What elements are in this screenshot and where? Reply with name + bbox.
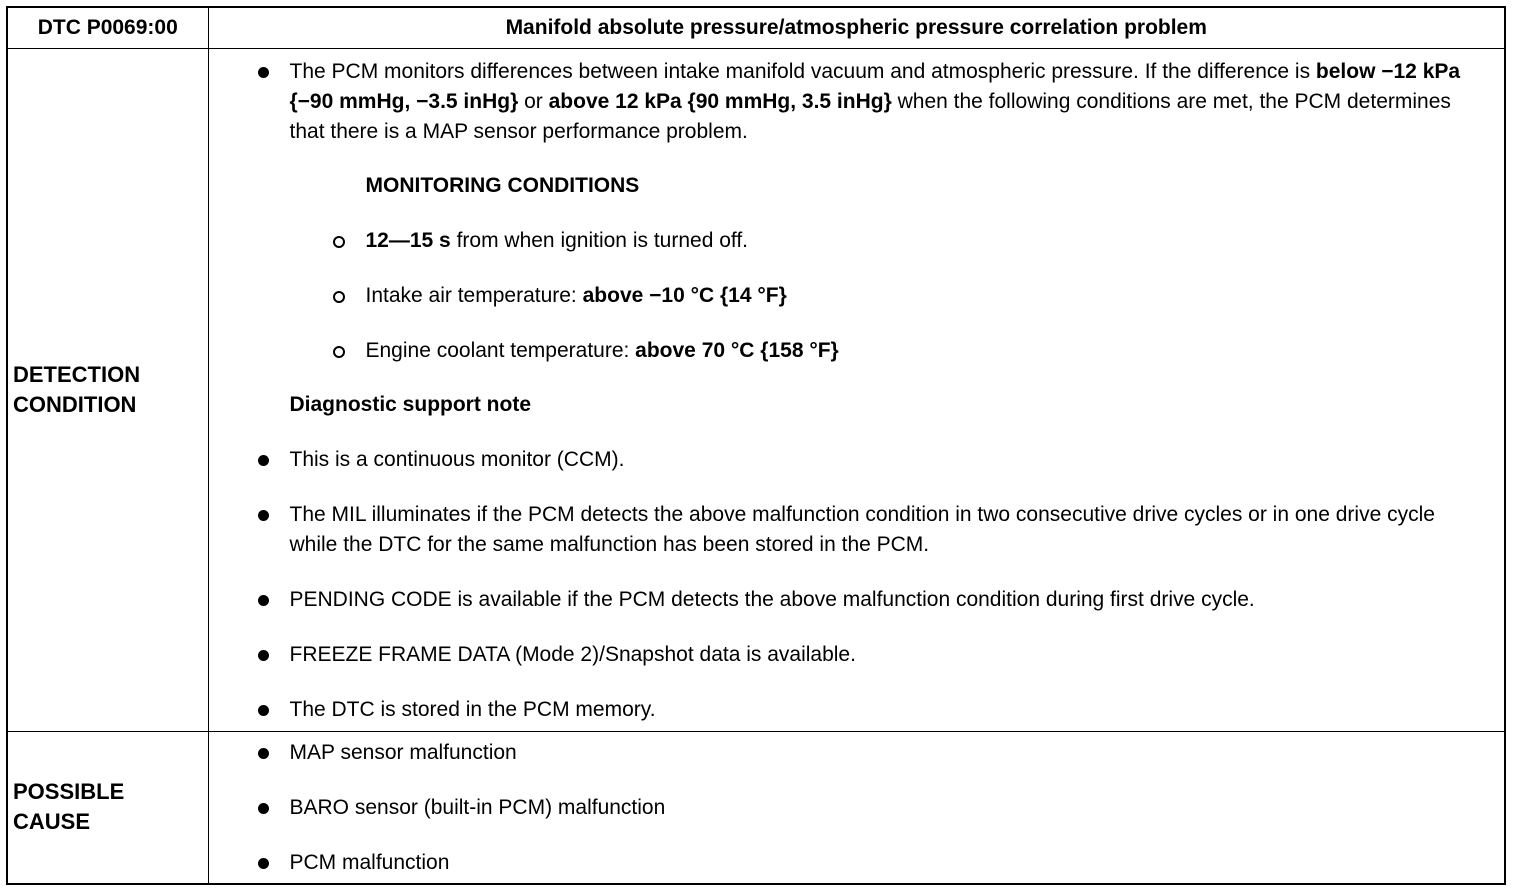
cause-item: MAP sensor malfunction bbox=[209, 738, 1505, 768]
detection-label-line2: CONDITION bbox=[13, 392, 137, 417]
condition-item bbox=[209, 336, 1505, 366]
condition-1-text: from when ignition is turned off. bbox=[450, 229, 749, 252]
intro-text-1: The PCM monitors differences between intake manifold vacuum and atmospheric pressure. If the difference is bbox=[289, 60, 1316, 83]
intro-text-2: or bbox=[518, 90, 549, 113]
condition-3-bold: above 70 °C {158 °F} bbox=[635, 339, 839, 362]
dtc-title: Manifold absolute pressure/atmospheric pressure correlation problem bbox=[208, 7, 1505, 49]
detection-label-line1: DETECTION bbox=[13, 362, 141, 387]
condition-3-text: Engine coolant temperature: bbox=[365, 339, 636, 362]
condition-1-bold: 12—15 s bbox=[365, 229, 451, 252]
cause-label-line2: CAUSE bbox=[13, 809, 91, 835]
intro-bullet bbox=[209, 57, 1505, 147]
detection-label bbox=[7, 49, 208, 732]
cause-item: PCM malfunction bbox=[209, 848, 1505, 878]
detection-row bbox=[7, 49, 1505, 732]
header-row bbox=[7, 7, 1505, 49]
detection-content bbox=[208, 49, 1505, 732]
cause-row bbox=[7, 732, 1505, 884]
diagnostic-note-title: Diagnostic support note bbox=[289, 393, 531, 416]
condition-2-text: Intake air temperature: bbox=[365, 284, 583, 307]
intro-bold-2: above 12 kPa {90 mmHg, 3.5 inHg} bbox=[548, 90, 892, 113]
monitoring-conditions-title: MONITORING CONDITIONS bbox=[365, 174, 640, 197]
note-item: This is a continuous monitor (CCM). bbox=[209, 445, 1505, 475]
condition-item bbox=[209, 281, 1505, 311]
intro-text-3: when the following conditions are met, the PCM determines that there is a MAP sensor performance problem. bbox=[289, 90, 1451, 143]
condition-item bbox=[209, 226, 1505, 256]
note-item: The DTC is stored in the PCM memory. bbox=[209, 695, 1505, 725]
cause-label-line1: POSSIBLE bbox=[13, 779, 125, 805]
dtc-code: DTC P0069:00 bbox=[7, 7, 208, 49]
intro-bold-1: below −12 kPa {−90 mmHg, −3.5 inHg} bbox=[289, 60, 1461, 113]
condition-2-bold: above −10 °C {14 °F} bbox=[582, 284, 787, 307]
dtc-table bbox=[6, 6, 1506, 885]
cause-item: BARO sensor (built-in PCM) malfunction bbox=[209, 793, 1505, 823]
note-item: FREEZE FRAME DATA (Mode 2)/Snapshot data is available. bbox=[209, 640, 1505, 670]
cause-label bbox=[7, 732, 208, 884]
note-item: The MIL illuminates if the PCM detects the above malfunction condition in two consecutive drive cycles or in one drive cycle while the DTC for the same malfunction has been stored in the PCM. bbox=[209, 500, 1505, 560]
cause-content bbox=[208, 732, 1505, 884]
note-item: PENDING CODE is available if the PCM detects the above malfunction condition during first drive cycle. bbox=[209, 585, 1505, 615]
